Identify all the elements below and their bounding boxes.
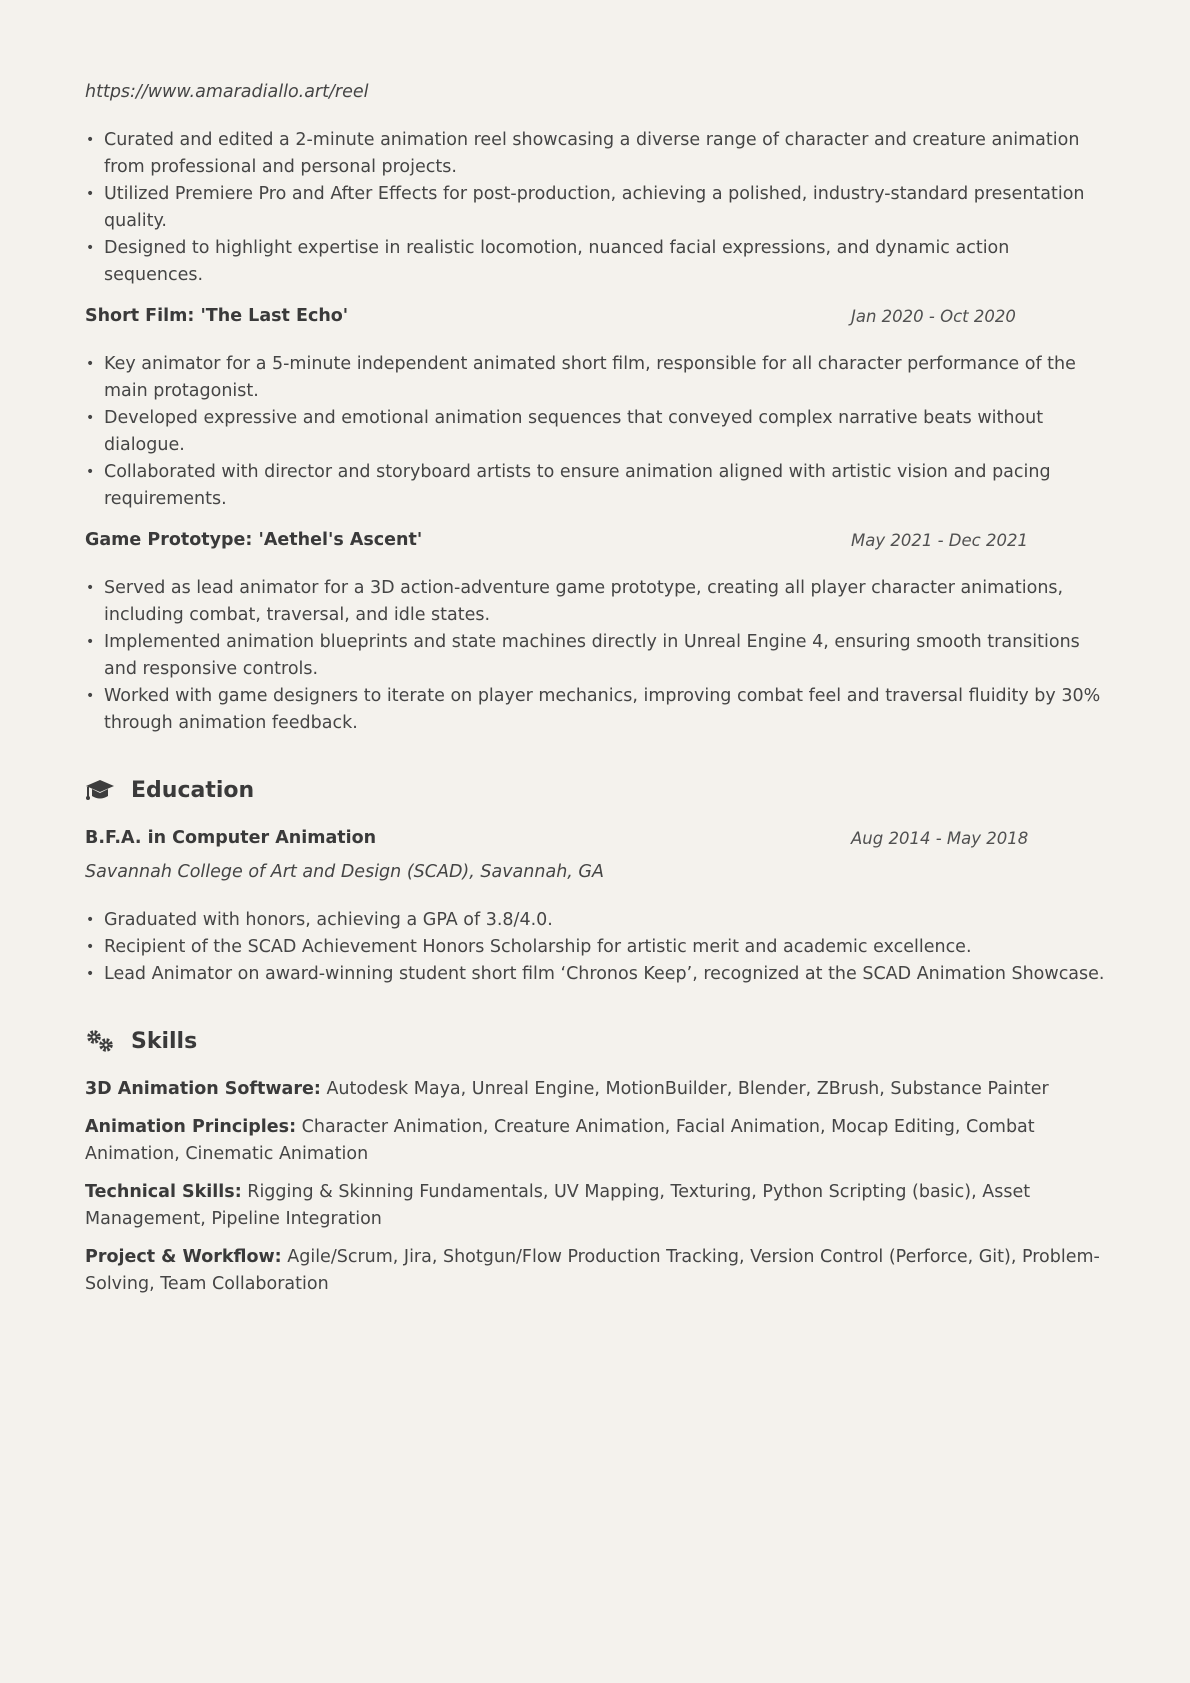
- reel-url[interactable]: https://www.amaradiallo.art/reel: [85, 82, 369, 102]
- skill-row: [85, 1179, 1107, 1233]
- list-item: • Collaborated with director and storyboard artists to ensure animation aligned with artistic vision and pacing requirements.: [85, 459, 1107, 513]
- gears-icon: [85, 1029, 115, 1053]
- project-title: Game Prototype: 'Aethel's Ascent': [85, 530, 423, 550]
- skill-label: Technical Skills:: [85, 1182, 242, 1202]
- list-item: • Implemented animation blueprints and state machines directly in Unreal Engine 4, ensuring smooth transitions and responsive controls.: [85, 629, 1107, 683]
- resume-page: [85, 79, 1107, 1309]
- project-date: Jan 2020 - Oct 2020: [851, 307, 1016, 326]
- project-header: [85, 303, 1107, 330]
- list-item: • Key animator for a 5-minute independent animated short film, responsible for all character performance of the main protagonist.: [85, 351, 1107, 405]
- skill-row: [85, 1244, 1107, 1298]
- skill-label: 3D Animation Software:: [85, 1079, 321, 1099]
- skill-value: Agile/Scrum, Jira, Shotgun/Flow Production Tracking, Version Control (Perforce, Git), Problem-Solving, Team Collaboration: [85, 1247, 1100, 1294]
- skill-row: [85, 1114, 1107, 1168]
- list-item: • Graduated with honors, achieving a GPA of 3.8/4.0.: [85, 907, 1107, 934]
- list-item: • Utilized Premiere Pro and After Effects for post-production, achieving a polished, industry-standard presentation quality.: [85, 181, 1107, 235]
- education-bullets: [85, 907, 1107, 988]
- skill-value: Character Animation, Creature Animation, Facial Animation, Mocap Editing, Combat Animation, Cinematic Animation: [85, 1117, 1035, 1164]
- list-item: • Designed to highlight expertise in realistic locomotion, nuanced facial expressions, and dynamic action sequences.: [85, 235, 1107, 289]
- institution: Savannah College of Art and Design (SCAD), Savannah, GA: [85, 862, 604, 882]
- list-item: • Worked with game designers to iterate on player mechanics, improving combat feel and traversal fluidity by 30% through animation feedback.: [85, 683, 1107, 737]
- skill-value: Rigging & Skinning Fundamentals, UV Mapping, Texturing, Python Scripting (basic), Asset Management, Pipeline Integration: [85, 1182, 1031, 1229]
- degree-header: [85, 825, 1107, 852]
- list-item: • Recipient of the SCAD Achievement Honors Scholarship for artistic merit and academic excellence.: [85, 934, 1107, 961]
- project-bullets: [85, 351, 1107, 513]
- project-date: May 2021 - Dec 2021: [851, 531, 1028, 550]
- list-item: • Lead Animator on award-winning student short film ‘Chronos Keep’, recognized at the SCAD Animation Showcase.: [85, 961, 1107, 988]
- skill-value: Autodesk Maya, Unreal Engine, MotionBuilder, Blender, ZBrush, Substance Painter: [326, 1079, 1049, 1099]
- degree-title: B.F.A. in Computer Animation: [85, 828, 377, 848]
- list-item: • Served as lead animator for a 3D action-adventure game prototype, creating all player character animations, including combat, traversal, and idle states.: [85, 575, 1107, 629]
- section-title: Skills: [131, 1028, 198, 1054]
- list-item: • Curated and edited a 2-minute animation reel showcasing a diverse range of character and creature animation from professional and personal projects.: [85, 127, 1107, 181]
- section-title: Education: [131, 777, 255, 803]
- project-title: Short Film: 'The Last Echo': [85, 306, 349, 326]
- skill-label: Animation Principles:: [85, 1117, 297, 1137]
- reel-bullets: [85, 127, 1107, 289]
- education-heading: [85, 775, 1107, 805]
- list-item: • Developed expressive and emotional animation sequences that conveyed complex narrative beats without dialogue.: [85, 405, 1107, 459]
- skill-row: [85, 1076, 1107, 1103]
- skills-heading: [85, 1026, 1107, 1056]
- project-bullets: [85, 575, 1107, 737]
- project-header: [85, 527, 1107, 554]
- degree-date: Aug 2014 - May 2018: [851, 829, 1029, 848]
- skill-label: Project & Workflow:: [85, 1247, 282, 1267]
- graduation-cap-icon: [85, 778, 115, 802]
